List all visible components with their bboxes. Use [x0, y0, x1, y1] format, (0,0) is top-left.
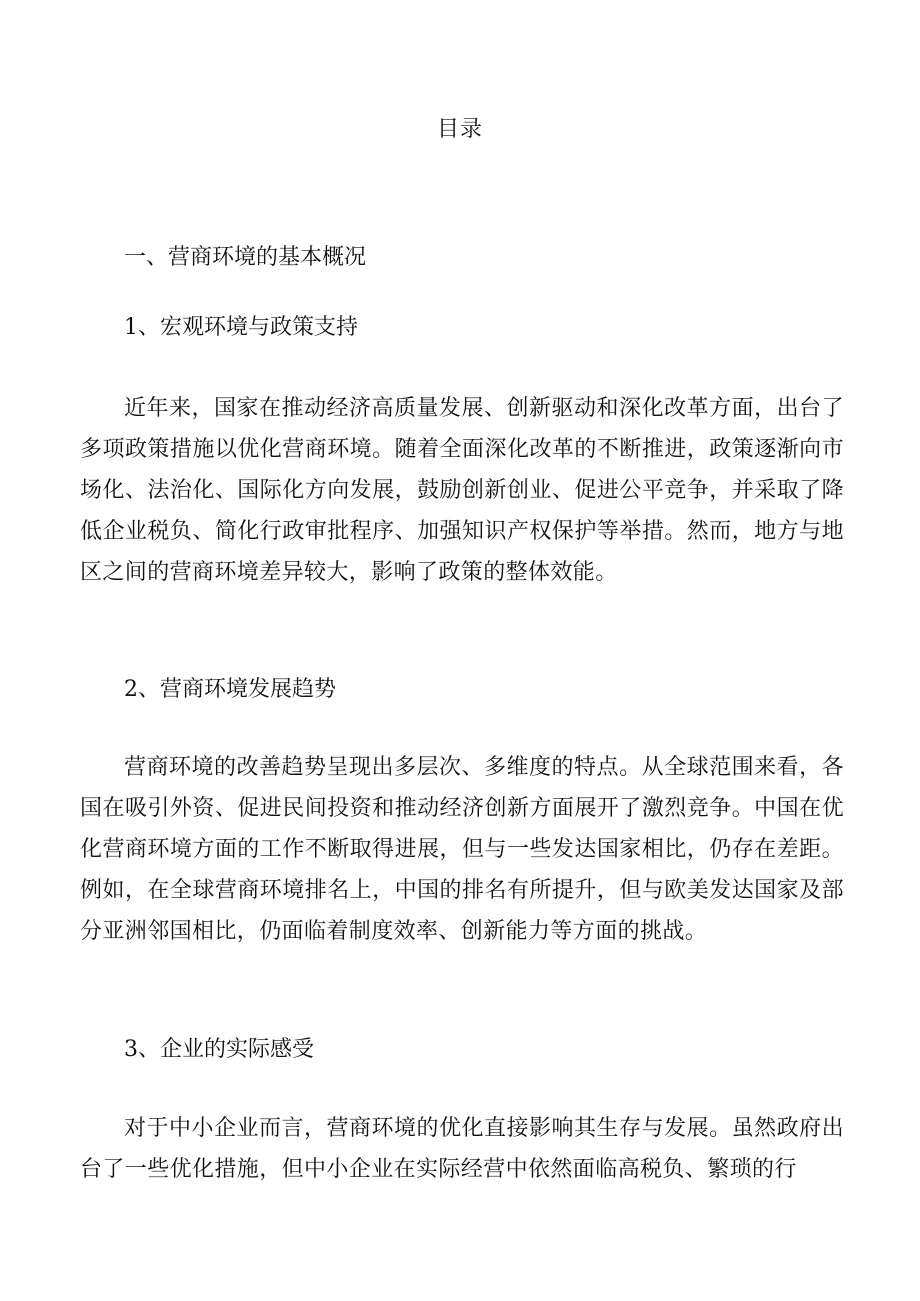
- paragraph-3: 对于中小企业而言，营商环境的优化直接影响其生存与发展。虽然政府出台了一些优化措施，但中小企业在实际经营中依然面临高税负、繁琐的行: [80, 1116, 844, 1182]
- subsection-heading-2: 2、营商环境发展趋势: [124, 677, 336, 702]
- subsection-heading-1: 1、宏观环境与政策支持: [124, 315, 358, 340]
- toc-title: 目录: [436, 117, 483, 142]
- paragraph-1: 近年来，国家在推动经济高质量发展、创新驱动和深化改革方面，出台了多项政策措施以优化营商环境。随着全面深化改革的不断推进，政策逐渐向市场化、法治化、国际化方向发展，鼓励创新创业、促进公平竞争，并采取了降低企业税负、简化行政审批程序、加强知识产权保护等举措。然而，地方与地区之间的营商环境差异较大，影响了政策的整体效能。: [80, 396, 844, 585]
- subsection-heading-3: 3、企业的实际感受: [124, 1037, 314, 1062]
- section-heading-1: 一、营商环境的基本概况: [124, 245, 367, 270]
- paragraph-2: 营商环境的改善趋势呈现出多层次、多维度的特点。从全球范围来看，各国在吸引外资、促进民间投资和推动经济创新方面展开了激烈竞争。中国在优化营商环境方面的工作不断取得进展，但与一些发达国家相比，仍存在差距。例如，在全球营商环境排名上，中国的排名有所提升，但与欧美发达国家及部分亚洲邻国相比，仍面临着制度效率、创新能力等方面的挑战。: [80, 755, 844, 944]
